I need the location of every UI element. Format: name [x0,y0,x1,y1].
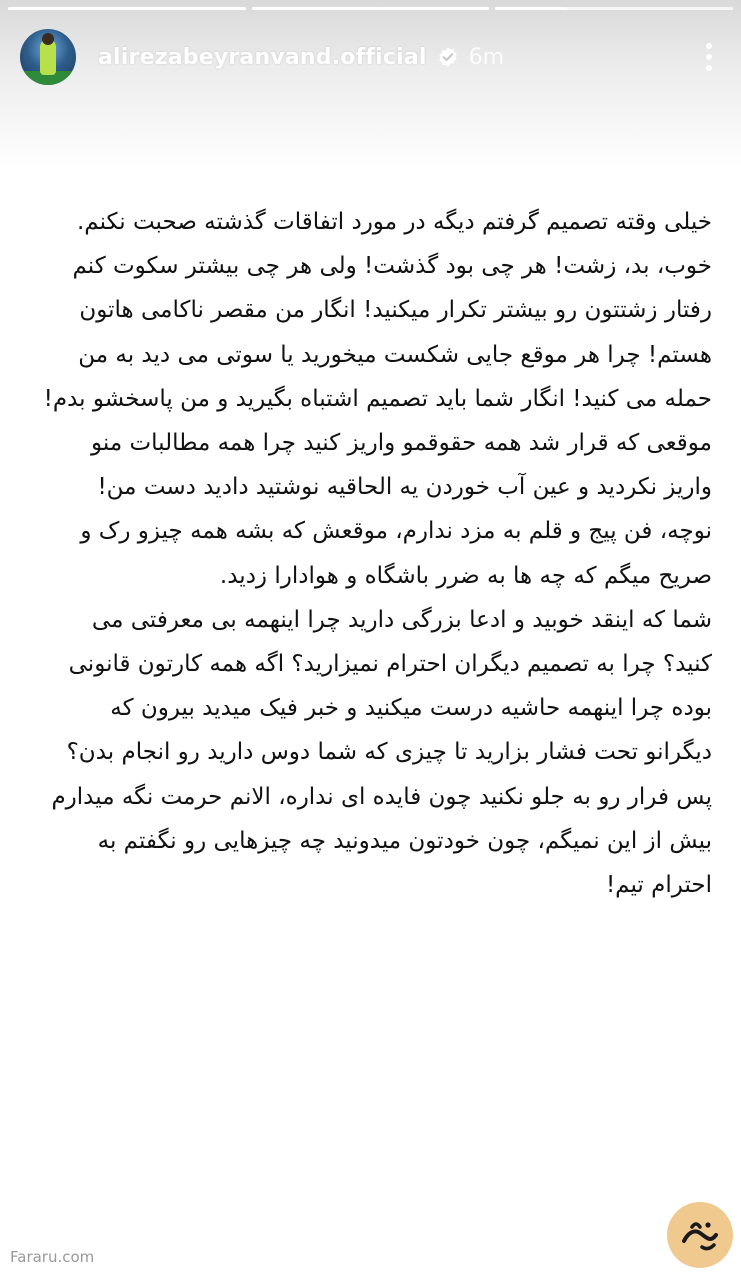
fararu-logo [667,1202,733,1268]
progress-segment [8,7,246,10]
more-options-icon[interactable] [697,37,721,77]
avatar[interactable] [20,29,76,85]
site-watermark: Fararu.com [10,1248,95,1266]
avatar-head [42,33,54,45]
story-header [20,28,721,86]
time-ago: 6m [468,44,505,70]
menu-dot [706,43,712,49]
story-progress-bar [8,7,733,10]
progress-fill [252,7,490,10]
progress-fill [495,7,566,10]
progress-segment [495,7,733,10]
menu-dot [706,65,712,71]
story-paragraph: خیلی وقته تصمیم گرفتم دیگه در مورد اتفاقات گذشته صحبت نکنم. خوب، بد، زشت! هر چی بود گذشت! ولی هر چی بیشتر سکوت کنم رفتار زشتتون رو بیشتر تکرار میکنید! انگار من مقصر ناکامی هاتون هستم! چرا هر موقع جایی شکست میخورید یا سوتی می دید به من حمله می کنید! انگار شما باید تصمیم اشتباه بگیرید و من پاسخشو بدم! [43,209,712,412]
story-paragraph: شما که اینقد خوبید و ادعا بزرگی دارید چرا اینهمه بی معرفتی می کنید؟ چرا به تصمیم دیگران احترام نمیزارید؟ اگه همه کارتون قانونی بوده چرا اینهمه حاشیه درست میکنید و خبر فیک میدید بیرون که دیگرانو تحت فشار بزارید تا چیزی که شما دوس دارید رو انجام بدن؟ پس فرار رو به جلو نکنید چون فایده ای نداره، الانم حرمت نگه میدارم بیش از این نمیگم، چون خودتون میدونید چه چیزهایی رو نگفتم به احترام تیم! [51,606,712,899]
progress-segment [252,7,490,10]
story-paragraph: موقعی که قرار شد همه حقوقمو واریز کنید چرا همه مطالبات منو واریز نکردید و عین آب خوردن یه الحاقیه نوشتید دادید دست من! [91,430,712,501]
fararu-logo-mark [672,1207,728,1263]
verified-badge-icon [437,46,459,68]
username[interactable]: alirezabeyranvand.official [98,44,427,70]
progress-fill [8,7,246,10]
story-text-body [40,200,712,907]
story-paragraph: نوچه، فن پیج و قلم به مزد ندارم، موقعش که بشه همه چیزو رک و صریح میگم که چه ها به ضرر باشگاه و هوادارا زدید. [80,518,712,589]
menu-dot [706,54,712,60]
